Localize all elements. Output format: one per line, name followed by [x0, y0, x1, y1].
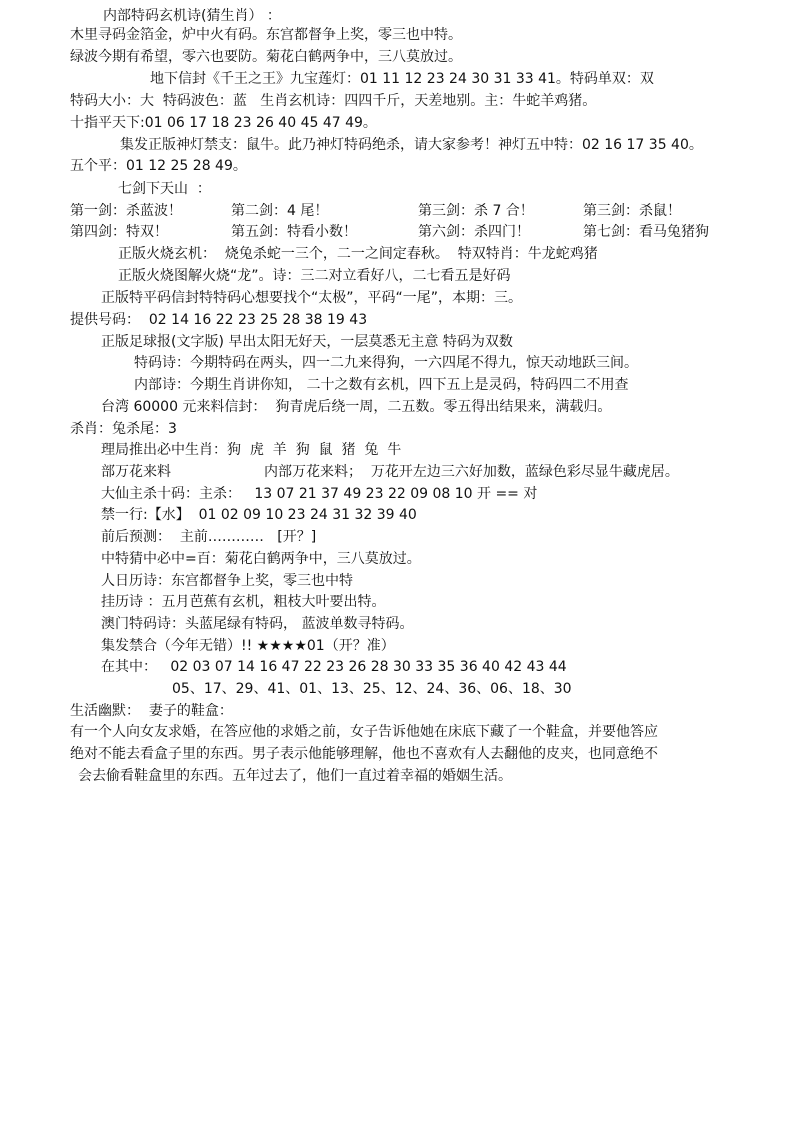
text-line: 台湾 60000 元来料信封： 狗青虎后绕一周，二五数。零五得出结果来，满载归。: [101, 399, 612, 415]
section-title: 生活幽默： 妻子的鞋盒：: [70, 703, 233, 719]
text-line: 绿波今期有希望，零六也要防。菊花白鹤两争中，三八莫放过。: [70, 49, 462, 65]
section-title: 七剑下天山 ：: [118, 181, 211, 197]
text-line: 挂历诗 ：五月芭蕉有玄机，粗枝大叶要出特。: [101, 594, 386, 610]
sword-4: 第四剑：特双！: [70, 224, 168, 240]
text-line: 人日历诗：东宫都督争上奖，零三也中特: [101, 573, 353, 589]
text-line: 提供号码： 02 14 16 22 23 25 28 38 19 43: [70, 312, 368, 328]
text-line: 正版火烧玄机： 烧兔杀蛇一三个，二一之间定春秋。 特双特肖：牛龙蛇鸡猪: [118, 246, 598, 262]
text-line: 正版特平码信封特特码心想要找个“太极”，平码“一尾”，本期：三。: [101, 290, 523, 306]
sword-7: 第七剑：看马兔猪狗: [583, 224, 709, 240]
text-line: 杀肖：兔杀尾：3: [70, 421, 177, 437]
text-line: 特码大小：大 特码波色：蓝 生肖玄机诗：四四千斤，天差地别。主：牛蛇羊鸡猪。: [70, 93, 597, 109]
text-line: 集发正版神灯禁支：鼠牛。此乃神灯特码绝杀，请大家参考！神灯五中特：02 16 17 35 40。: [120, 137, 703, 153]
text-line: 地下信封《千王之王》九宝莲灯：01 11 12 23 24 30 31 33 41。特码单双：双: [150, 71, 654, 87]
sword-2: 第二剑：4 尾！: [231, 203, 329, 219]
text-line: 禁一行:【水】 01 02 09 10 23 24 31 32 39 40: [101, 507, 417, 523]
text-line: 木里寻码金箔金，炉中火有码。东宫都督争上奖，零三也中特。: [70, 27, 462, 43]
sword-5: 第五剑：特看小数！: [231, 224, 357, 240]
text-line: 大仙主杀十码：主杀： 13 07 21 37 49 23 22 09 08 10 开 == 对: [101, 486, 538, 502]
text-line: 有一个人向女友求婚，在答应他的求婚之前，女子告诉他她在床底下藏了一个鞋盒，并要他答应: [70, 724, 658, 740]
text-segment: 内部万花来料； 万花开左边三六好加数，蓝绿色彩尽显牛藏虎居。: [264, 464, 679, 480]
text-line: 正版火烧图解火烧“龙”。诗：三二对立看好八，二七看五是好码: [118, 268, 511, 284]
text-line: 澳门特码诗：头蓝尾绿有特码， 蓝波单数寻特码。: [101, 616, 414, 632]
text-line: 五个平：01 12 25 28 49。: [70, 158, 247, 174]
text-line: 绝对不能去看盒子里的东西。男子表示他能够理解，他也不喜欢有人去翻他的皮夹，也同意绝不: [70, 746, 658, 762]
sword-3b: 第三剑：杀鼠！: [583, 203, 681, 219]
text-line: 会去偷看鞋盒里的东西。五年过去了，他们一直过着幸福的婚姻生活。: [78, 768, 512, 784]
text-line: 特码诗：今期特码在两头，四一二九来得狗，一六四尾不得九，惊天动地跃三间。: [134, 355, 638, 371]
text-line: 前后预测： 主前………… [开？]: [101, 529, 317, 545]
text-line: 理局推出必中生肖：狗 虎 羊 狗 鼠 猪 兔 牛: [101, 442, 402, 458]
sword-3: 第三剑：杀 7 合！: [418, 203, 534, 219]
text-line: 集发禁合（今年无错）!! ★★★★01（开？准）: [101, 638, 395, 654]
text-line: 内部诗：今期生肖讲你知， 二十之数有玄机，四下五上是灵码，特码四二不用查: [134, 377, 629, 393]
sword-1: 第一剑：杀蓝波！: [70, 203, 182, 219]
text-line: 十指平天下:01 06 17 18 23 26 40 45 47 49。: [70, 115, 377, 131]
text-line: 正版足球报(文字版) 早出太阳无好天，一层莫悉无主意 特码为双数: [101, 334, 513, 350]
text-line: 中特猜中必中=百：菊花白鹤两争中，三八莫放过。: [101, 551, 421, 567]
poem-title: 内部特码玄机诗(猜生肖） ：: [103, 8, 281, 24]
sword-6: 第六剑：杀四门！: [418, 224, 530, 240]
text-line: 05、17、29、41、01、13、25、12、24、36、06、18、30: [172, 681, 572, 697]
text-segment: 部万花来料: [101, 464, 171, 480]
text-line: 在其中： 02 03 07 14 16 47 22 23 26 28 30 33 35 36 40 42 43 44: [101, 659, 567, 675]
